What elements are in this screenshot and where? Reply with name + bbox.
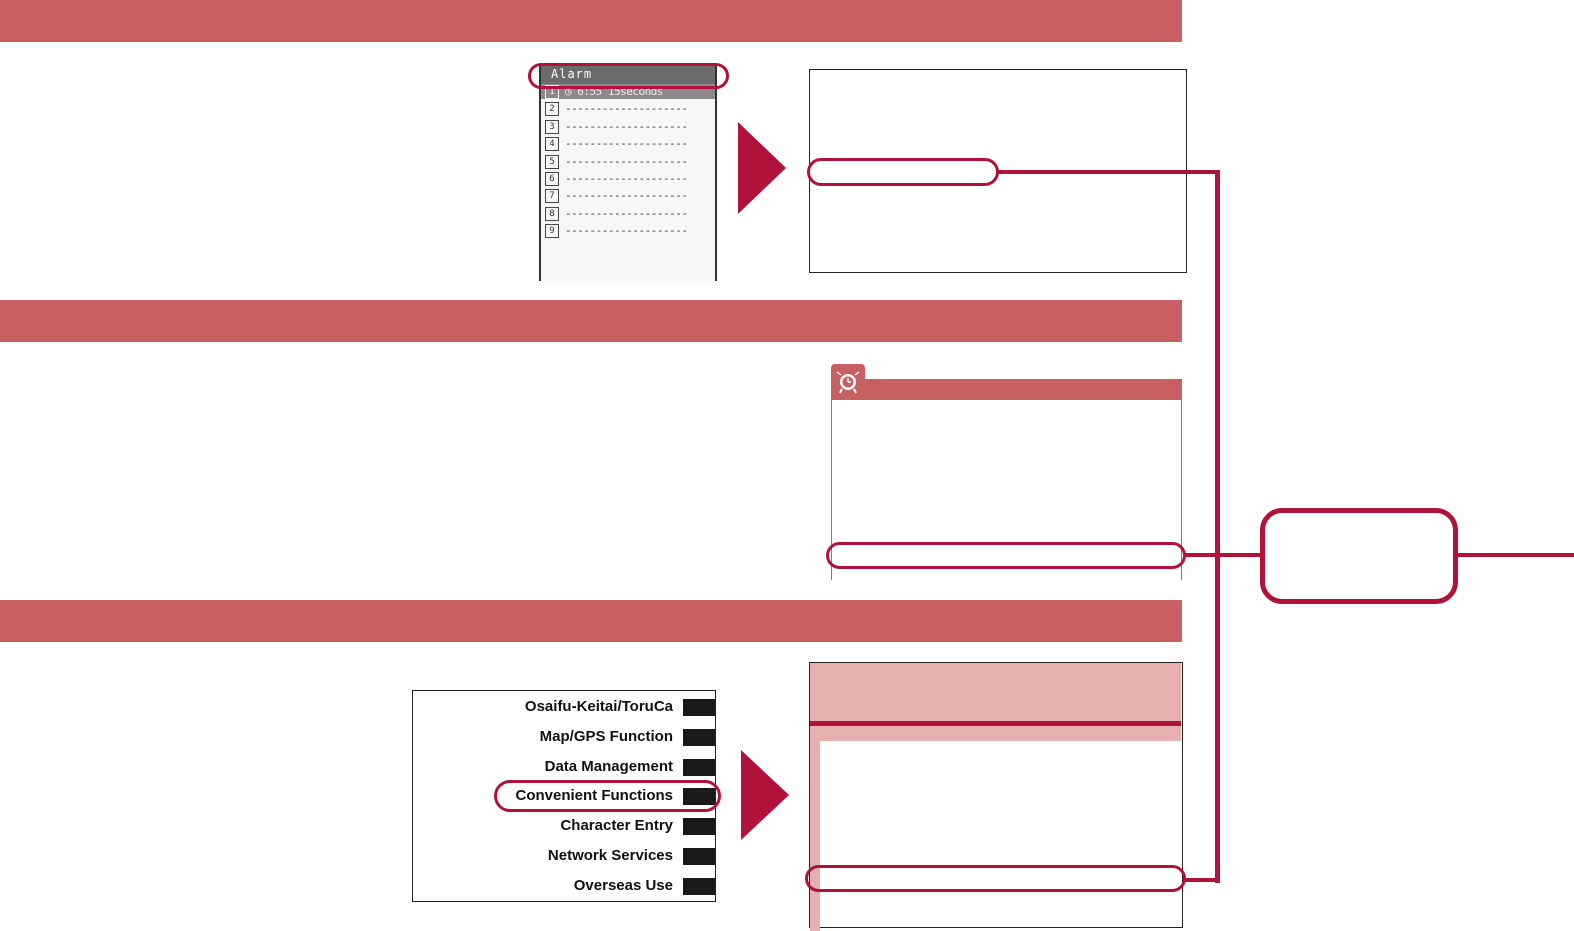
title-highlight-oval (528, 63, 729, 89)
menu-item[interactable]: Character Entry (560, 817, 673, 835)
target-callout-box (1260, 508, 1458, 604)
menu-index-tab (683, 759, 715, 776)
menu-index-tab (683, 848, 715, 865)
alarm-list-item[interactable] (545, 188, 687, 203)
connector-line-3 (1184, 878, 1219, 882)
alarm-list-item[interactable] (545, 171, 687, 186)
alarm-list-item[interactable] (545, 206, 687, 221)
alarm-list-item[interactable] (545, 223, 687, 238)
alarm-slot-text: ◷ 6:55 15seconds (565, 85, 663, 98)
alarm-slot-number: 5 (545, 155, 559, 169)
alarm-slot-text: -------------------- (565, 189, 688, 203)
alarm-phone-screen (539, 64, 717, 281)
right-arrow-icon (738, 122, 786, 214)
alarm-slot-number: 8 (545, 207, 559, 221)
section-header-3 (0, 600, 1182, 642)
alarm-slot-text: -------------------- (565, 172, 688, 185)
alarm-list-item[interactable] (545, 119, 687, 134)
alarm-clock-icon (831, 364, 865, 400)
alarm-card-tab (831, 364, 865, 400)
connector-line-2 (1184, 553, 1264, 557)
connector-line-out (1457, 553, 1574, 557)
connector-vertical (1215, 170, 1220, 883)
menu-item[interactable]: Convenient Functions (515, 787, 673, 805)
menu-item[interactable]: Data Management (544, 757, 673, 775)
alarm-card-highlight-oval (826, 542, 1186, 569)
alarm-slot-text: -------------------- (565, 224, 688, 238)
alarm-slot-number: 2 (545, 102, 559, 116)
menu-index-tab (683, 878, 715, 895)
alarm-list-item[interactable] (545, 136, 687, 151)
menu-item[interactable]: Map/GPS Function (539, 727, 673, 745)
panel-3-header (810, 663, 1181, 721)
alarm-slot-text: -------------------- (565, 102, 688, 116)
section-header-2 (0, 300, 1182, 342)
menu-index-tab (683, 699, 715, 716)
menu-item[interactable]: Osaifu-Keitai/ToruCa (524, 698, 673, 715)
menu-index-tab (683, 729, 715, 746)
phone-title: Alarm (541, 64, 715, 84)
alarm-list-item[interactable] (545, 154, 687, 169)
alarm-slot-text: -------------------- (565, 154, 688, 168)
panel-3-subheader (810, 726, 1181, 741)
menu-highlight-oval (494, 780, 721, 812)
alarm-slot-number: 4 (545, 137, 559, 151)
alarm-slot-text: -------------------- (565, 119, 688, 133)
alarm-slot-number: 6 (545, 172, 559, 186)
alarm-card-header (831, 379, 1182, 400)
menu-index-tab (683, 818, 715, 835)
panel-3-highlight-oval (805, 865, 1186, 892)
alarm-slot-number: 9 (545, 224, 559, 238)
alarm-slot-number: 1 (545, 85, 559, 99)
right-arrow-icon (741, 750, 789, 840)
panel-3-side-strip (810, 741, 820, 931)
section-header-1 (0, 0, 1182, 42)
alarm-slot-number: 3 (545, 120, 559, 134)
alarm-slot-number: 7 (545, 189, 559, 203)
menu-item[interactable]: Network Services (547, 847, 673, 864)
panel-1-highlight-oval (807, 158, 999, 186)
connector-line-1 (997, 170, 1219, 174)
menu-item[interactable]: Overseas Use (573, 876, 673, 894)
alarm-slot-text: -------------------- (565, 206, 688, 220)
alarm-list-item[interactable] (545, 101, 687, 116)
alarm-slot-text: -------------------- (565, 137, 688, 151)
